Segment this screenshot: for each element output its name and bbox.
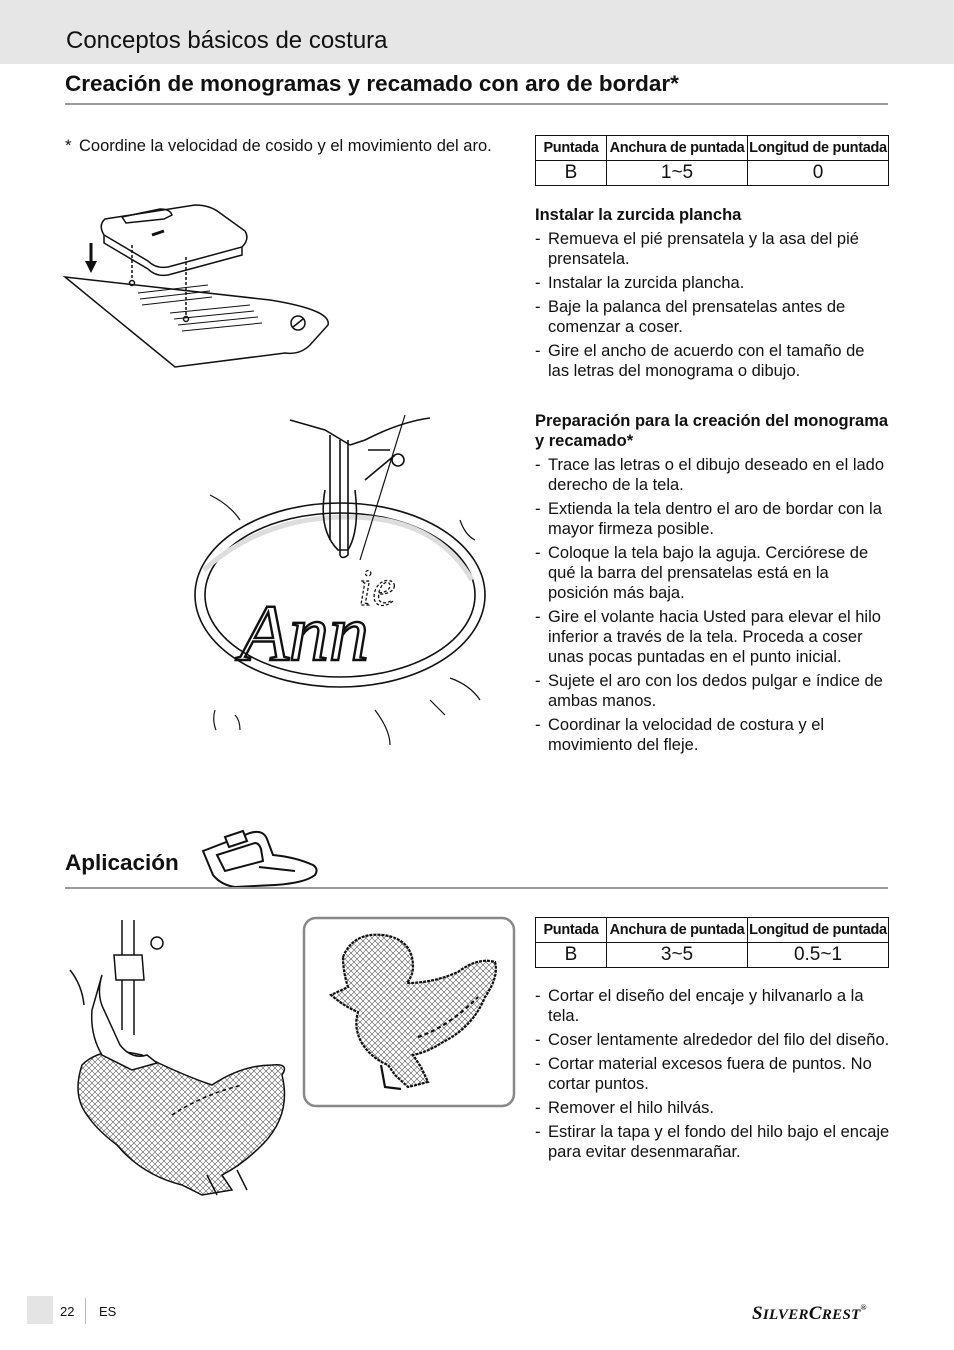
footer-box: [27, 1296, 53, 1324]
applique-sewing-illustration: [62, 915, 302, 1205]
footer-divider: [85, 1298, 86, 1324]
brand-logo: SILVERCREST®: [752, 1303, 867, 1324]
value-longitud: 0: [748, 161, 889, 186]
value-puntada: B: [536, 161, 607, 186]
list-item: - Estirar la tapa y el fondo del hilo bajo el encaje para evitar desenmarañar.: [535, 1122, 890, 1162]
install-section: [535, 205, 890, 385]
value-longitud: 0.5~1: [748, 943, 889, 968]
header-anchura: Anchura de puntada: [607, 136, 748, 161]
list-item: - Extienda la tela dentro el aro de bordar con la mayor firmeza posible.: [535, 499, 890, 539]
darning-plate-illustration: [60, 195, 360, 385]
list-item: - Coser lentamente alrededor del filo del diseño.: [535, 1030, 890, 1050]
value-anchura: 1~5: [607, 161, 748, 186]
list-item: - Gire el ancho de acuerdo con el tamaño de las letras del monograma o dibujo.: [535, 341, 890, 381]
footnote-text: Coordine la velocidad de cosido y el movimiento del aro.: [79, 137, 492, 155]
header-longitud: Longitud de puntada: [748, 918, 889, 943]
section-label: Conceptos básicos de costura: [66, 27, 388, 54]
list-item: - Coloque la tela bajo la aguja. Cerciórese de qué la barra del prensatelas está en la posición más baja.: [535, 543, 890, 603]
list-item: - Remueva el pié prensatela y la asa del pié prensatela.: [535, 229, 890, 269]
list-item: - Cortar el diseño del encaje y hilvanarlo a la tela.: [535, 986, 890, 1026]
install-title: Instalar la zurcida plancha: [535, 206, 742, 224]
header-anchura: Anchura de puntada: [607, 918, 748, 943]
hoop-stitched-text: Ann: [240, 590, 369, 678]
page-number: 22: [60, 1304, 75, 1319]
list-item: - Remover el hilo hilvás.: [535, 1098, 890, 1118]
stitch-table-applique: [535, 917, 889, 968]
language-code: ES: [99, 1304, 117, 1319]
footnote: [65, 136, 505, 156]
page-title: Creación de monogramas y recamado con aro de bordar*: [65, 71, 679, 96]
prep-section: [535, 411, 890, 759]
header-longitud: Longitud de puntada: [748, 136, 889, 161]
list-item: - Trace las letras o el dibujo deseado en el lado derecho de la tela.: [535, 455, 890, 495]
list-item: - Sujete el aro con los dedos pulgar e índice de ambas manos.: [535, 671, 890, 711]
applique-section: [535, 986, 890, 1166]
list-item: - Coordinar la velocidad de costura y el movimiento del fleje.: [535, 715, 890, 755]
embroidery-hoop-illustration: [190, 410, 500, 740]
applique-title: Aplicación: [65, 850, 179, 875]
prep-title: Preparación para la creación del monograma y recamado*: [535, 412, 889, 450]
header-puntada: Puntada: [536, 918, 607, 943]
footnote-star: *: [65, 137, 72, 155]
title-rule: [65, 103, 888, 105]
value-anchura: 3~5: [607, 943, 748, 968]
stitch-table-monogram: [535, 135, 889, 186]
list-item: - Gire el volante hacia Usted para elevar el hilo inferior a través de la tela. Proceda a coser unas pocas puntadas en el punto inicial.: [535, 607, 890, 667]
applique-rule: [65, 887, 888, 889]
value-puntada: B: [536, 943, 607, 968]
list-item: - Instalar la zurcida plancha.: [535, 273, 890, 293]
list-item: - Cortar material excesos fuera de puntos. No cortar puntos.: [535, 1054, 890, 1094]
header-puntada: Puntada: [536, 136, 607, 161]
duck-applique-illustration: [303, 917, 515, 1107]
list-item: - Baje la palanca del prensatelas antes de comenzar a coser.: [535, 297, 890, 337]
hoop-traced-text: ie: [358, 560, 396, 617]
